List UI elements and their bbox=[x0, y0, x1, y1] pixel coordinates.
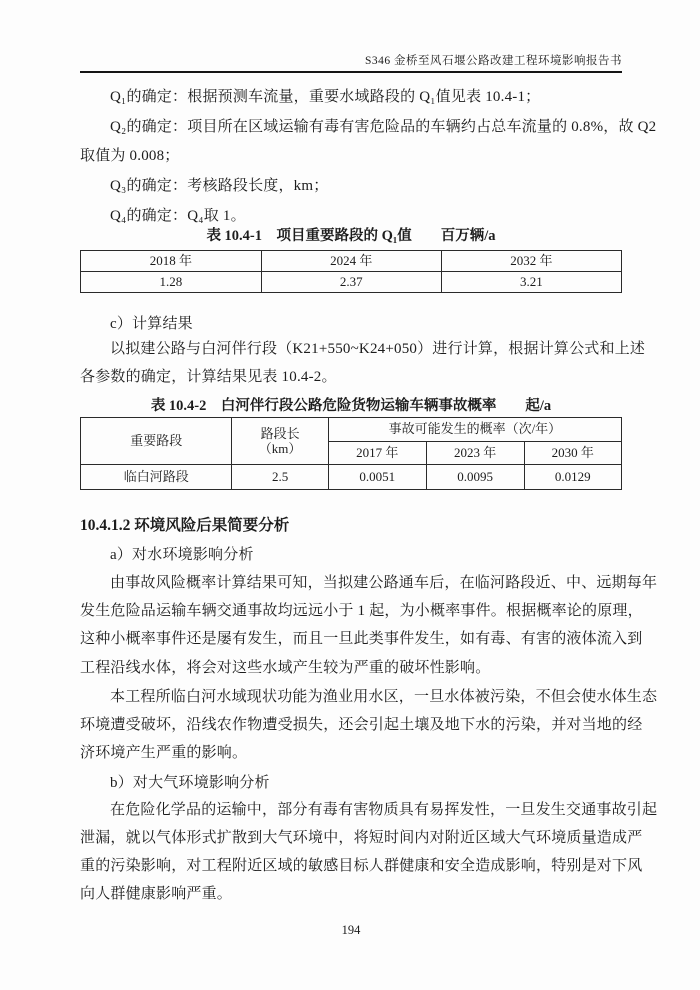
paragraph-line: 泄漏，就以气体形式扩散到大气环境中，将短时间内对附近区域大气环境质量造成严 bbox=[80, 830, 643, 846]
table-value-cell: 2.5 bbox=[232, 465, 328, 490]
table-row bbox=[81, 251, 622, 272]
paragraph-line: 在危险化学品的运输中，部分有毒有害物质具有易挥发性，一旦发生交通事故引起 bbox=[110, 802, 658, 818]
paragraph-line-calc-1: 以拟建公路与白河伴行段（K21+550~K24+050）进行计算，根据计算公式和上述 bbox=[110, 341, 646, 357]
table-value-cell: 3.21 bbox=[441, 272, 621, 293]
table-header-cell-segment: 重要路段 bbox=[81, 418, 232, 465]
table-2-caption: 表 10.4-2 白河伴行段公路危险货物运输车辆事故概率 起/a bbox=[150, 398, 552, 414]
table-header-cell: 2024 年 bbox=[261, 251, 441, 272]
table-header-cell: 2032 年 bbox=[441, 251, 621, 272]
report-header-title: S346 金桥至风石堰公路改建工程环境影响报告书 bbox=[364, 55, 622, 67]
paragraph-line: 环境遭受破坏，沿线农作物遭受损失，还会引起土壤及地下水的污染，并对当地的经 bbox=[80, 717, 643, 733]
length-header-line1: 路段长 bbox=[260, 426, 300, 441]
paragraph-line-calc-2: 各参数的确定，计算结果见表 10.4-2。 bbox=[80, 369, 337, 385]
section-heading: 10.4.1.2 环境风险后果简要分析 bbox=[80, 517, 290, 534]
table-value-cell: 0.0095 bbox=[426, 465, 524, 490]
table-1-caption: 表 10.4-1 项目重要路段的 Q₁值 百万辆/a bbox=[206, 228, 496, 244]
paragraph-line: 本工程所临白河水域现状功能为渔业用水区，一旦水体被污染，不但会使水体生态 bbox=[110, 689, 658, 705]
subsection-heading-air: b）对大气环境影响分析 bbox=[110, 775, 270, 791]
table-row bbox=[81, 465, 622, 490]
paragraph-line: 工程沿线水体，将会对这些水域产生较为严重的破坏性影响。 bbox=[80, 660, 491, 676]
paragraph-line-q1: Q₁的确定：根据预测车流量，重要水域路段的 Q₁值见表 10.4-1； bbox=[110, 89, 541, 105]
page-number: 194 bbox=[341, 923, 361, 937]
table-row bbox=[81, 418, 622, 442]
table-value-cell: 2.37 bbox=[261, 272, 441, 293]
header-rule bbox=[80, 71, 622, 73]
q1-table bbox=[80, 250, 622, 293]
table-row bbox=[81, 272, 622, 293]
table-value-cell: 0.0051 bbox=[328, 465, 426, 490]
table-header-cell-year: 2030 年 bbox=[524, 442, 621, 465]
table-value-cell: 临白河路段 bbox=[81, 465, 232, 490]
table-value-cell: 1.28 bbox=[81, 272, 262, 293]
table-value-cell: 0.0129 bbox=[524, 465, 621, 490]
paragraph-line: 济环境产生严重的影响。 bbox=[80, 745, 248, 761]
subsection-heading-water: a）对水环境影响分析 bbox=[110, 547, 254, 563]
paragraph-line: 由事故风险概率计算结果可知，当拟建公路通车后，在临河路段近、中、远期每年 bbox=[110, 575, 658, 591]
paragraph-line: 重的污染影响，对工程附近区域的敏感目标人群健康和安全造成影响，特别是对下风 bbox=[80, 858, 643, 874]
table-header-cell: 2018 年 bbox=[81, 251, 262, 272]
accident-probability-table bbox=[80, 417, 622, 490]
paragraph-line-q3: Q₃的确定：考核路段长度，km； bbox=[110, 178, 329, 194]
table-header-cell-year: 2023 年 bbox=[426, 442, 524, 465]
table-header-cell-year: 2017 年 bbox=[328, 442, 426, 465]
paragraph-line-q2-1: Q₂的确定：项目所在区域运输有毒有害危险品的车辆约占总车流量的 0.8%，故 Q2 bbox=[110, 119, 657, 135]
table-header-cell-probability-group: 事故可能发生的概率（次/年） bbox=[328, 418, 621, 442]
paragraph-line-q2-2: 取值为 0.008； bbox=[80, 148, 180, 164]
paragraph-line: 发生危险品运输车辆交通事故均远远小于 1 起，为小概率事件。根据概率论的原理， bbox=[80, 603, 643, 619]
length-header-line2: （km） bbox=[258, 441, 302, 456]
calc-result-heading: c）计算结果 bbox=[110, 316, 193, 332]
paragraph-line-q4: Q₄的确定：Q₄取 1。 bbox=[110, 208, 246, 224]
table-header-cell-length bbox=[232, 418, 328, 465]
paragraph-line: 这种小概率事件还是屡有发生，而且一旦此类事件发生，如有毒、有害的液体流入到 bbox=[80, 631, 643, 647]
paragraph-line: 向人群健康影响严重。 bbox=[80, 886, 233, 902]
